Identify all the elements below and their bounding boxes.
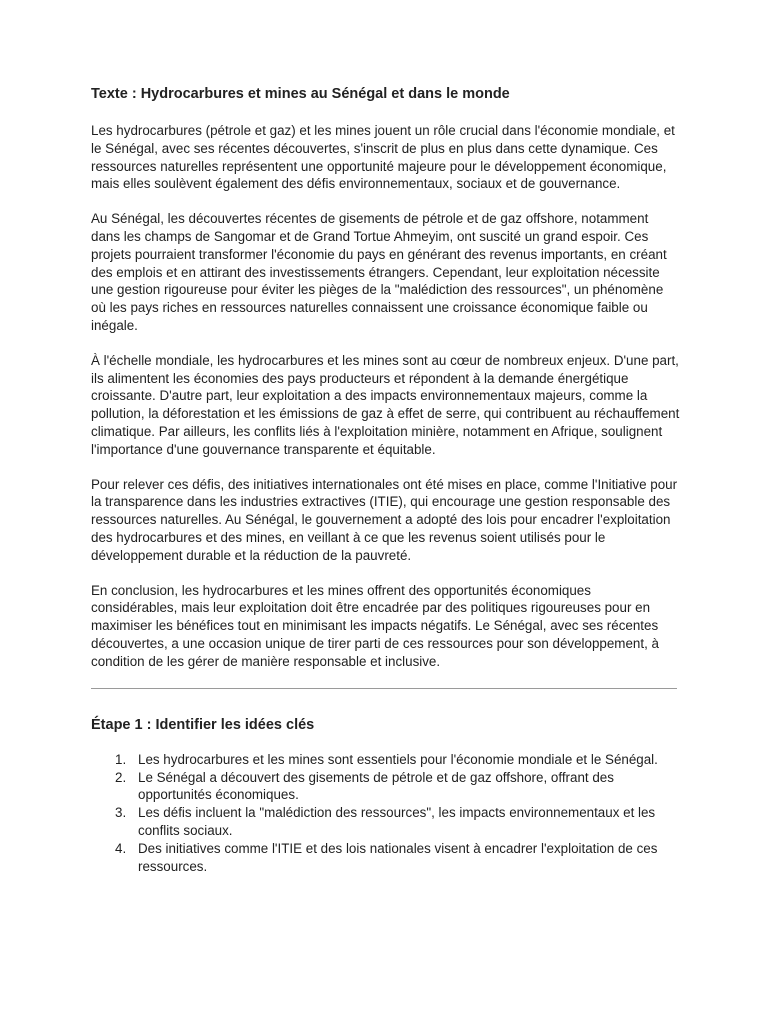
document-page xyxy=(91,84,681,876)
list-item-text: Des initiatives comme l'ITIE et des lois nationales visent à encadrer l'exploitation de ces ressources. xyxy=(138,840,658,874)
list-item xyxy=(91,840,681,875)
section-divider xyxy=(91,688,677,689)
list-item xyxy=(91,804,681,839)
paragraph-conclusion: En conclusion, les hydrocarbures et les mines offrent des opportunités économiques considérables, mais leur exploitation doit être encadrée par des politiques rigoureuses pour en maximiser les bénéfices tout en minimisant les impacts négatifs. Le Sénégal, avec ses récentes découvertes, a une occasion unique de tirer parti de ces ressources pour son développement, à condition de les gérer de manière responsable et inclusive. xyxy=(91,582,659,669)
paragraph-senegal: Au Sénégal, les découvertes récentes de gisements de pétrole et de gaz offshore, notamment dans les champs de Sangomar et de Grand Tortue Ahmeyim, ont suscité un grand espoir. Ces projets pourraient transformer l'économie du pays en générant des revenus importants, en créant des emplois et en attirant des investissements étrangers. Cependant, leur exploitation nécessite une gestion rigoureuse pour éviter les pièges de la "malédiction des ressources", un phénomène où les pays riches en ressources naturelles connaissent une croissance économique faible ou inégale. xyxy=(91,211,667,333)
list-item-number: 3. xyxy=(115,805,127,821)
document-title: Texte : Hydrocarbures et mines au Sénégal et dans le monde xyxy=(91,86,510,102)
list-item-number: 2. xyxy=(115,769,127,785)
paragraph-intro: Les hydrocarbures (pétrole et gaz) et les mines jouent un rôle crucial dans l'économie mondiale, et le Sénégal, avec ses récentes découvertes, s'inscrit de plus en plus dans cette dynamique. Ces ressources naturelles représentent une opportunité majeure pour le développement économique, mais elles soulèvent également des défis environnementaux, sociaux et de gouvernance. xyxy=(91,123,675,192)
step1-heading: Étape 1 : Identifier les idées clés xyxy=(91,716,315,733)
list-item-text: Les défis incluent la "malédiction des ressources", les impacts environnementaux et les conflits sociaux. xyxy=(138,805,656,838)
key-ideas-list xyxy=(91,751,681,876)
list-item-number: 1. xyxy=(115,751,127,767)
list-item-number: 4. xyxy=(115,840,127,856)
list-item xyxy=(91,769,681,804)
list-item-text: Les hydrocarbures et les mines sont essentiels pour l'économie mondiale et le Sénégal. xyxy=(138,751,658,767)
paragraph-global: À l'échelle mondiale, les hydrocarbures et les mines sont au cœur de nombreux enjeux. D'une part, ils alimentent les économies des pays producteurs et répondent à la demande énergétique croissante. D'autre part, leur exploitation a des impacts environnementaux majeurs, comme la pollution, la déforestation et les émissions de gaz à effet de serre, qui contribuent au réchauffement climatique. Par ailleurs, les conflits liés à l'exploitation minière, notamment en Afrique, soulignent l'importance d'une gouvernance transparente et équitable. xyxy=(91,352,680,457)
list-item-text: Le Sénégal a découvert des gisements de pétrole et de gaz offshore, offrant des opportunités économiques. xyxy=(138,769,614,803)
list-item xyxy=(91,751,681,769)
paragraph-initiatives: Pour relever ces défis, des initiatives internationales ont été mises en place, comme l'Initiative pour la transparence dans les industries extractives (ITIE), qui encourage une gestion responsable des ressources naturelles. Au Sénégal, le gouvernement a adopté des lois pour encadrer l'exploitation des hydrocarbures et des mines, en veillant à ce que les revenus soient utilisés pour le développement durable et la réduction de la pauvreté. xyxy=(91,476,678,563)
